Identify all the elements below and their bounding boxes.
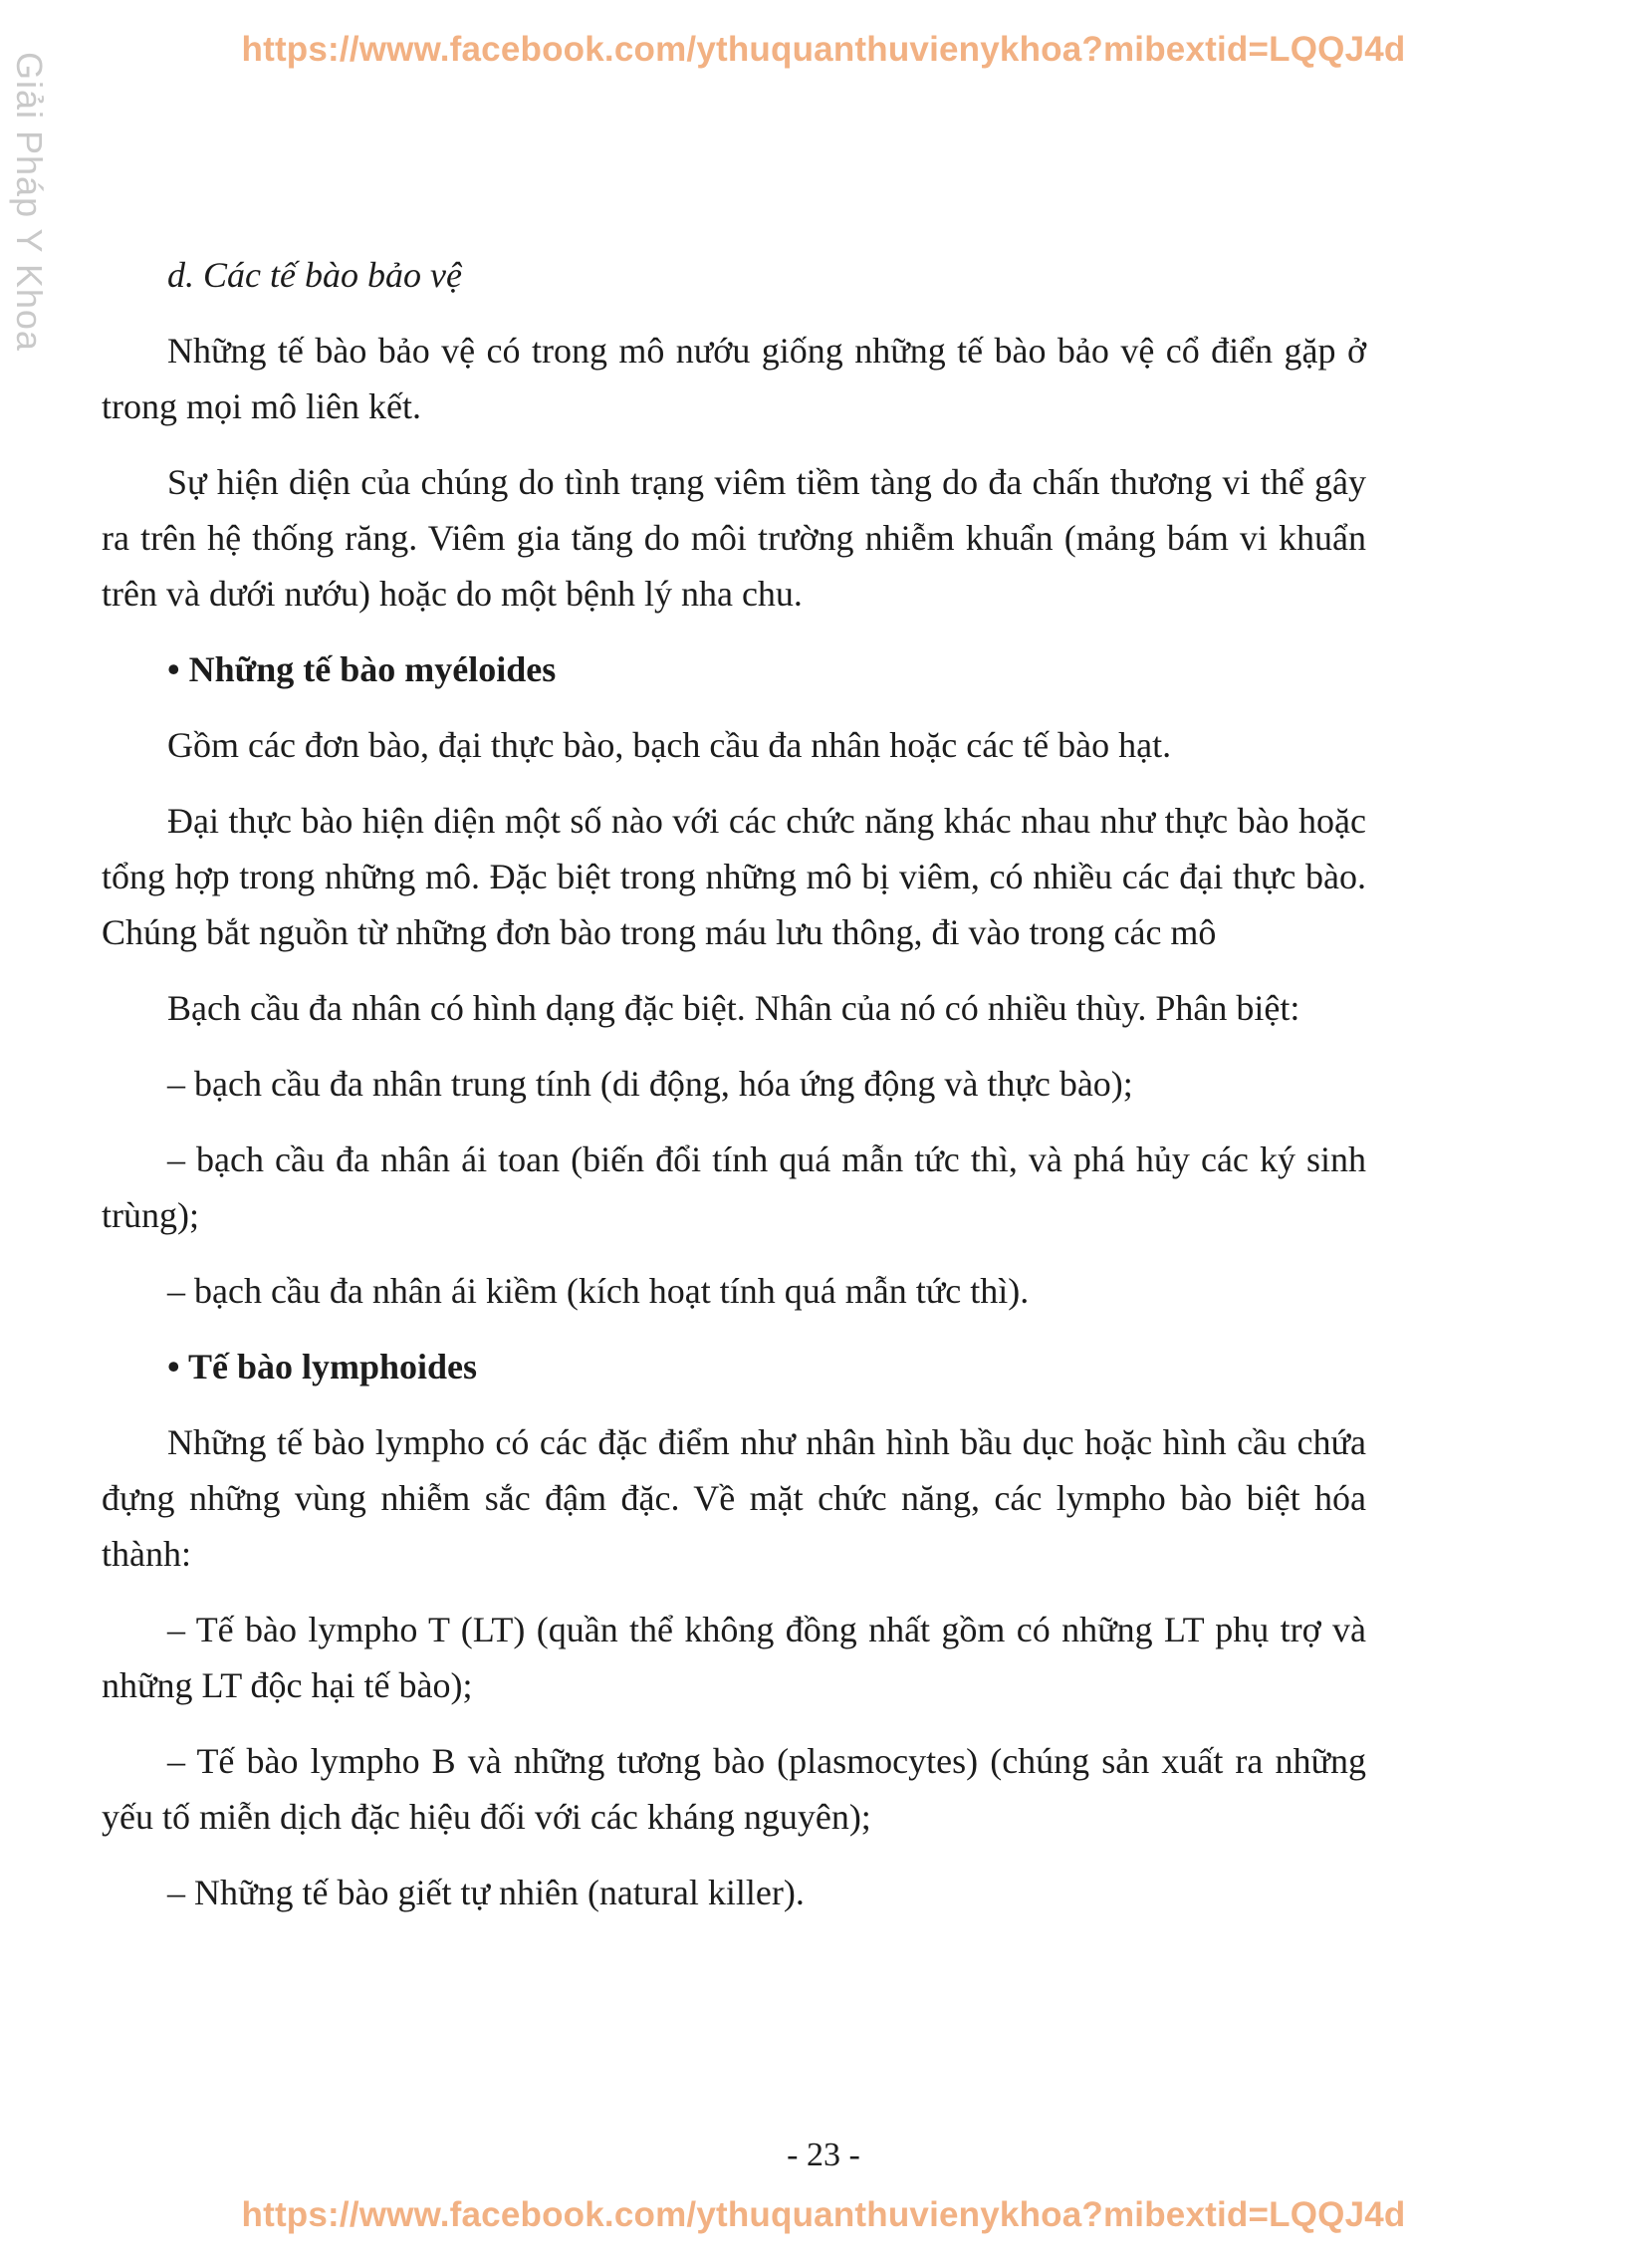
- page-number: - 23 -: [787, 2137, 860, 2173]
- myeloid-paragraph-2: Đại thực bào hiện diện một số nào với các chức năng khác nhau như thực bào hoặc tổng hợp trong những mô. Đặc biệt trong những mô bị viêm, có nhiều các đại thực bào. Chúng bắt nguồn từ những đơn bào trong máu lưu thông, đi vào trong các mô: [102, 801, 1366, 952]
- lymphoid-list-item: – Tế bào lympho B và những tương bào (plasmocytes) (chúng sản xuất ra những yếu tố miễn dịch đặc hiệu đối với các kháng nguyên);: [102, 1741, 1366, 1837]
- paragraph-1: Những tế bào bảo vệ có trong mô nướu giống những tế bào bảo vệ cổ điển gặp ở trong mọi mô liên kết.: [102, 331, 1366, 426]
- myeloid-heading: • Những tế bào myéloides: [167, 649, 557, 689]
- paragraph-2: Sự hiện diện của chúng do tình trạng viêm tiềm tàng do đa chấn thương vi thể gây ra trên hệ thống răng. Viêm gia tăng do môi trường nhiễm khuẩn (mảng bám vi khuẩn trên và dưới nướu) hoặc do một bệnh lý nha chu.: [102, 462, 1366, 614]
- document-body: [102, 247, 1366, 1940]
- myeloid-list-item: – bạch cầu đa nhân trung tính (di động, hóa ứng động và thực bào);: [167, 1064, 1133, 1104]
- lymphoid-heading: • Tế bào lymphoides: [167, 1347, 478, 1386]
- header-facebook-link[interactable]: https://www.facebook.com/ythuquanthuvienykhoa?mibextid=LQQJ4d: [241, 30, 1406, 69]
- lymphoid-list-item: – Những tế bào giết tự nhiên (natural killer).: [167, 1873, 805, 1912]
- myeloid-list-item: – bạch cầu đa nhân ái toan (biến đổi tính quá mẫn tức thì, và phá hủy các ký sinh trùng);: [102, 1139, 1366, 1235]
- section-title: d. Các tế bào bảo vệ: [167, 255, 462, 295]
- myeloid-paragraph-1: Gồm các đơn bào, đại thực bào, bạch cầu đa nhân hoặc các tế bào hạt.: [167, 725, 1172, 765]
- lymphoid-list-item: – Tế bào lympho T (LT) (quần thể không đồng nhất gồm có những LT phụ trợ và những LT độc hại tế bào);: [102, 1610, 1366, 1705]
- side-watermark-text: Giải Pháp Y Khoa: [9, 52, 50, 352]
- footer-facebook-link[interactable]: https://www.facebook.com/ythuquanthuvienykhoa?mibextid=LQQJ4d: [241, 2195, 1406, 2234]
- myeloid-paragraph-3: Bạch cầu đa nhân có hình dạng đặc biệt. Nhân của nó có nhiều thùy. Phân biệt:: [167, 988, 1300, 1028]
- lymphoid-paragraph: Những tế bào lympho có các đặc điểm như nhân hình bầu dục hoặc hình cầu chứa đựng những vùng nhiễm sắc đậm đặc. Về mặt chức năng, các lympho bào biệt hóa thành:: [102, 1422, 1366, 1574]
- myeloid-list-item: – bạch cầu đa nhân ái kiềm (kích hoạt tính quá mẫn tức thì).: [167, 1271, 1030, 1311]
